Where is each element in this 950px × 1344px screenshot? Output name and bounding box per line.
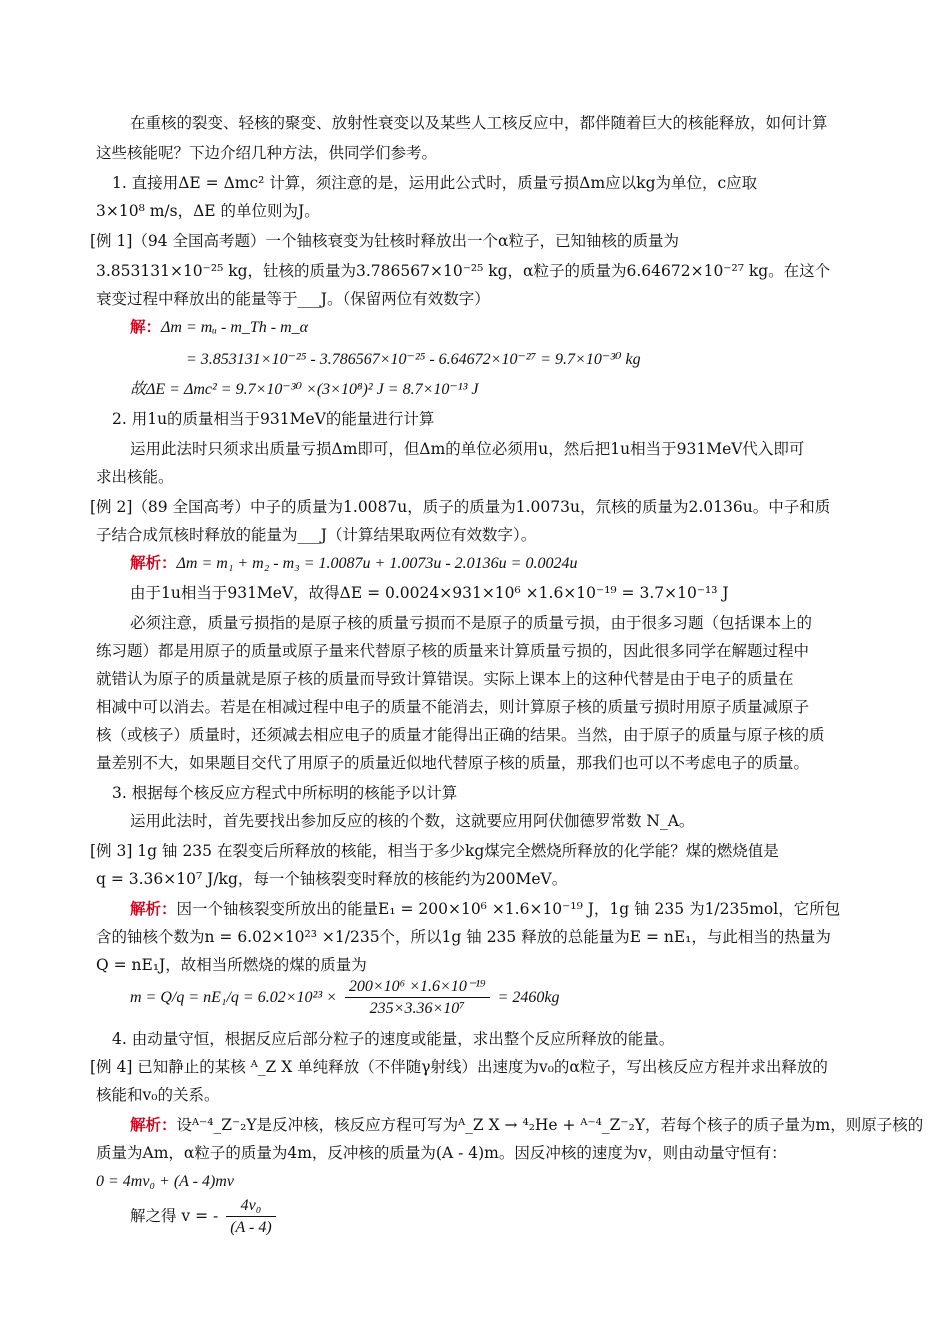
method-2-desc: 运用此法时只须求出质量亏损Δm即可，但Δm的单位必须用u，然后把1u相当于931MeV代入即可 bbox=[130, 440, 805, 458]
equation-coal-mass: m = Q/q = nE₁/q = 6.02×10²³ × $\frac{\text{200×10⁶ ×1.6×10⁻¹⁹}}{\text{235×3.36×10⁷}}$ = 2460kg bbox=[130, 974, 559, 1021]
note-paragraph-5: 核（或核子）质量时，还须减去相应电子的质量才能得出正确的结果。当然，由于原子的质量与原子核的质 bbox=[96, 726, 825, 744]
solution-label: 解： bbox=[130, 317, 162, 336]
example-1: [例 1]（94 全国高考题）一个铀核衰变为钍核时释放出一个α粒子，已知铀核的质量为 bbox=[90, 232, 680, 250]
example-2: [例 2]（89 全国高考）中子的质量为1.0087u，质子的质量为1.0073u，氘核的质量为2.0136u。中子和质 bbox=[90, 498, 831, 516]
solution-3-line3: Q = nE₁J，故相当所燃烧的煤的质量为 bbox=[96, 956, 367, 974]
equation-recoil-velocity: 解之得 v = - $\frac{\text{4v₀}}{(A - 4)}$ bbox=[130, 1192, 279, 1240]
note-paragraph-4: 相减中可以消去。若是在相减过程中电子的质量不能消去，则计算原子核的质量亏损时用原子质量减原子 bbox=[96, 698, 810, 716]
solution-1-line3: 故ΔE = Δmc² = 9.7×10⁻³⁰ ×(3×10⁸)² J = 8.7×10⁻¹³ J bbox=[130, 381, 479, 398]
method-2-desc-cont: 求出核能。 bbox=[96, 468, 174, 486]
example-4: [例 4] 已知静止的某核 ᴬ_Z X 单纯释放（不伴随γ射线）出速度为v₀的α粒子，写出核反应方程并求出释放的 bbox=[90, 1058, 828, 1076]
method-3-heading: 3. 根据每个核反应方程式中所标明的核能予以计算 bbox=[112, 784, 458, 802]
solution-2-line1: 解析：Δm = m₁ + m₂ - m₃ = 1.0087u + 1.0073u - 2.0136u = 0.0024u bbox=[130, 553, 578, 572]
solution-4-line3: 0 = 4mv₀ + (A - 4)mv bbox=[96, 1173, 234, 1190]
solution-1-line2: = 3.853131×10⁻²⁵ - 3.786567×10⁻²⁵ - 6.64672×10⁻²⁷ = 9.7×10⁻³⁰ kg bbox=[186, 351, 641, 368]
solution-3-line2: 含的铀核个数为n = 6.02×10²³ ×1/235个，所以1g 铀 235 释放的总能量为E = nE₁，与此相当的热量为 bbox=[96, 928, 831, 946]
example-2-line2: 子结合成氘核时释放的能量为___J（计算结果取两位有效数字）。 bbox=[96, 526, 537, 544]
analysis-label: 解析： bbox=[130, 899, 177, 918]
solution-3-line1: 解析：因一个铀核裂变所放出的能量E₁ = 200×10⁶ ×1.6×10⁻¹⁹ J，1g 铀 235 为1/235mol，它所包 bbox=[130, 899, 841, 918]
analysis-label: 解析： bbox=[130, 553, 177, 572]
solution-2-line2: 由于1u相当于931MeV，故得ΔE = 0.0024×931×10⁶ ×1.6×10⁻¹⁹ = 3.7×10⁻¹³ J bbox=[130, 584, 729, 602]
paragraph-intro: 在重核的裂变、轻核的聚变、放射性衰变以及某些人工核反应中，都伴随着巨大的核能释放，如何计算 bbox=[130, 114, 828, 132]
note-paragraph-2: 练习题）都是用原子的质量或原子量来代替原子核的质量来计算质量亏损的，因此很多同学在解题过程中 bbox=[96, 642, 810, 660]
note-paragraph-6: 量差别不大，如果题目交代了用原子的质量近似地代替原子核的质量，那我们也可以不考虑电子的质量。 bbox=[96, 754, 810, 772]
method-4-heading: 4. 由动量守恒，根据反应后部分粒子的速度或能量，求出整个反应所释放的能量。 bbox=[112, 1030, 675, 1048]
example-3-line2: q = 3.36×10⁷ J/kg，每一个铀核裂变时释放的核能约为200MeV。 bbox=[96, 870, 568, 888]
method-1-heading: 1. 直接用ΔE = Δmc² 计算，须注意的是，运用此公式时，质量亏损Δm应以kg为单位，c应取 bbox=[112, 174, 758, 192]
solution-4-line1: 解析：设ᴬ⁻⁴_Z⁻₂Y是反冲核，核反应方程可写为ᴬ_Z X → ⁴₂He + ᴬ⁻⁴_Z⁻₂Y，若每个核子的质子量为m，则原子核的 bbox=[130, 1115, 924, 1134]
fraction: $\frac{\text{200×10⁶ ×1.6×10⁻¹⁹}}{\text{235×3.36×10⁷}}$ bbox=[345, 977, 490, 1020]
note-paragraph-1: 必须注意，质量亏损指的是原子核的质量亏损而不是原子的质量亏损，由于很多习题（包括课本上的 bbox=[130, 614, 813, 632]
note-paragraph-3: 就错认为原子的质量就是原子核的质量而导致计算错误。实际上课本上的这种代替是由于电子的质量在 bbox=[96, 670, 794, 688]
analysis-label: 解析： bbox=[130, 1115, 177, 1134]
example-3: [例 3] 1g 铀 235 在裂变后所释放的核能，相当于多少kg煤完全燃烧所释放的化学能？煤的燃烧值是 bbox=[90, 842, 779, 860]
method-2-heading: 2. 用1u的质量相当于931MeV的能量进行计算 bbox=[112, 410, 435, 428]
solution-1-line1: 解：Δm = mᵤ - m_Th - m_α bbox=[130, 317, 309, 336]
method-1-cont: 3×10⁸ m/s，ΔE 的单位则为J。 bbox=[96, 202, 320, 220]
solution-4-line2: 质量为Am，α粒子的质量为4m，反冲核的质量为(A - 4)m。因反冲核的速度为v，则由动量守恒有： bbox=[96, 1144, 787, 1162]
fraction: $\frac{\text{4v₀}}{(A - 4)}$ bbox=[226, 1196, 275, 1239]
paragraph-intro-cont: 这些核能呢？下边介绍几种方法，供同学们参考。 bbox=[96, 144, 438, 162]
example-1-line2: 3.853131×10⁻²⁵ kg，钍核的质量为3.786567×10⁻²⁵ kg，α粒子的质量为6.64672×10⁻²⁷ kg。在这个 bbox=[96, 262, 831, 280]
example-4-line2: 核能和v₀的关系。 bbox=[96, 1086, 220, 1104]
example-1-line3: 衰变过程中释放出的能量等于___J。（保留两位有效数字） bbox=[96, 290, 490, 308]
method-3-desc: 运用此法时，首先要找出参加反应的核的个数，这就要应用阿伏伽德罗常数 N_A。 bbox=[130, 812, 695, 830]
